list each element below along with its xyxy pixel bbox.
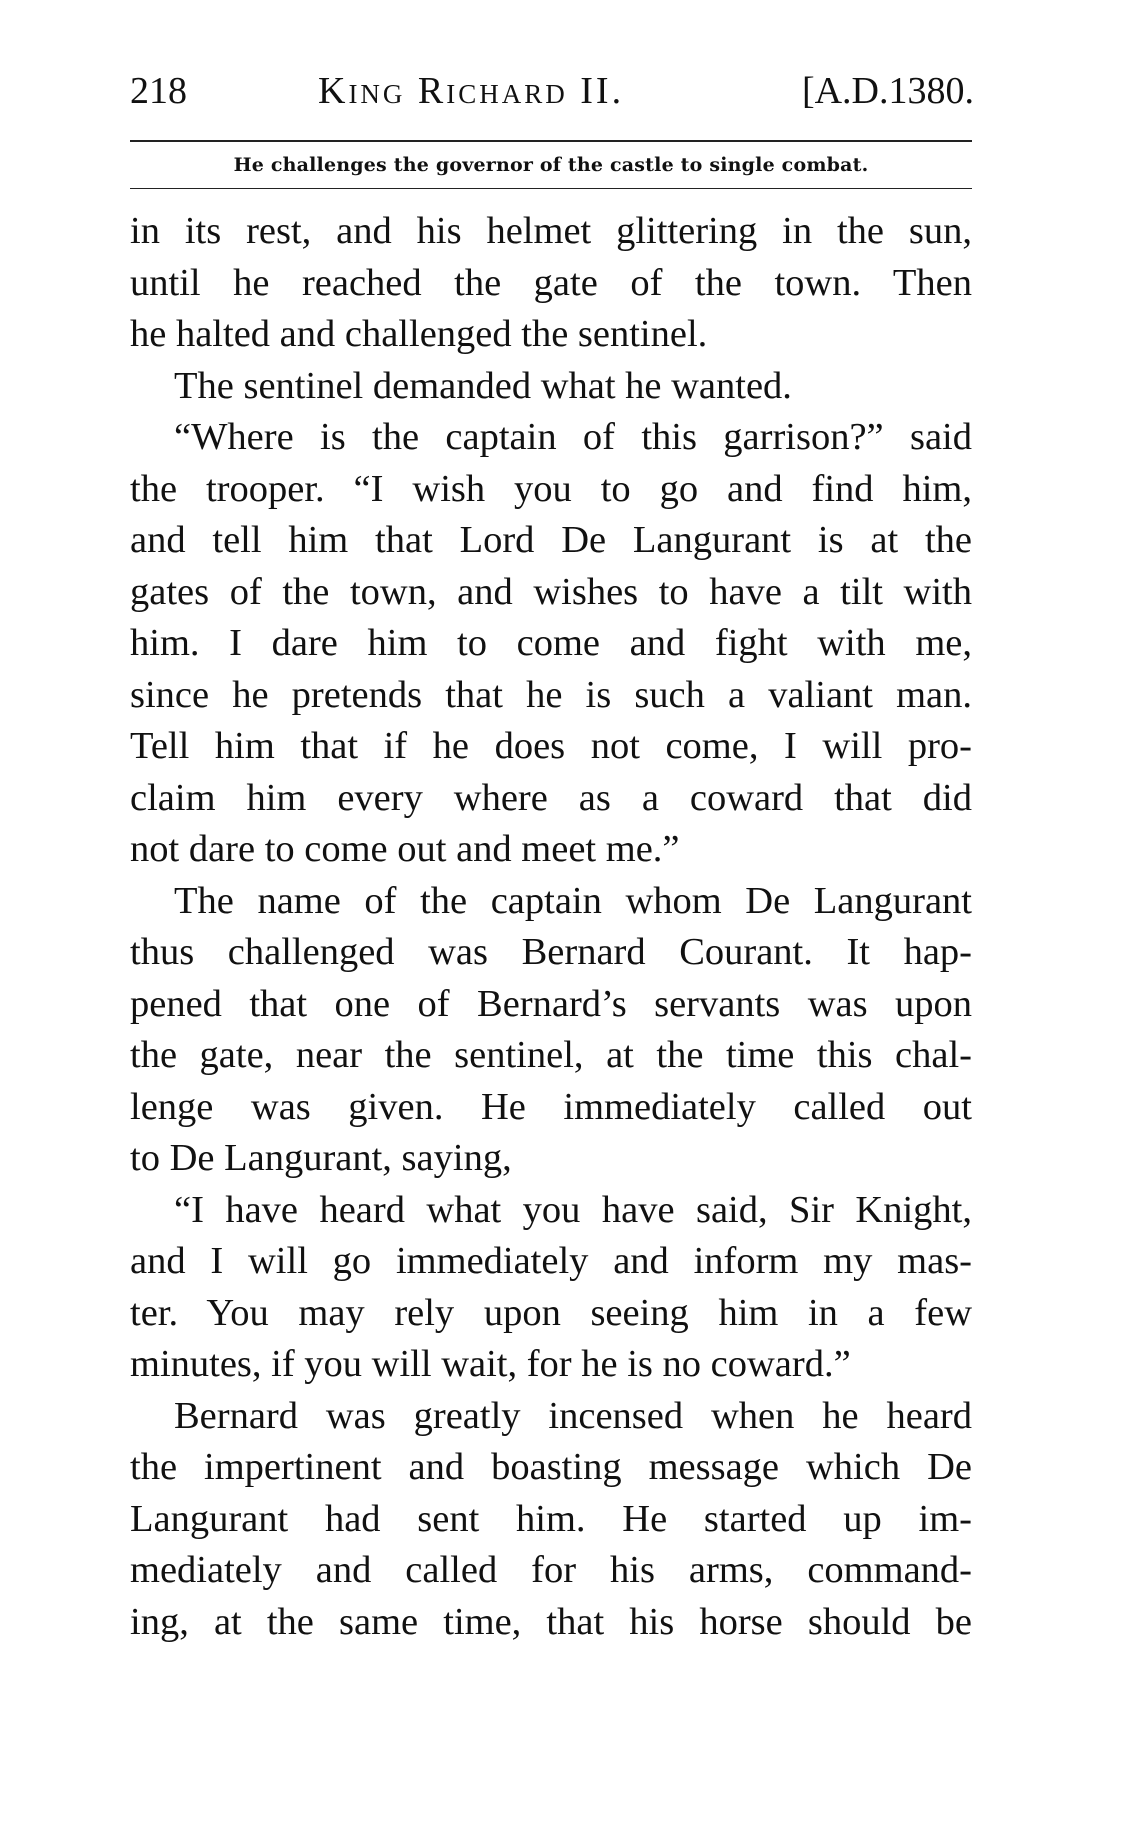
text-line: Tell him that if he does not come, I will pro-: [130, 725, 972, 767]
text-line: “I have heard what you have said, Sir Knight,: [174, 1188, 972, 1231]
text-line: mediately and called for his arms, command-: [130, 1549, 972, 1591]
header-rule-top: [130, 140, 972, 142]
text-line: and tell him that Lord De Langurant is at the: [130, 519, 972, 561]
text-line: pened that one of Bernard’s servants was upon: [130, 982, 972, 1025]
text-line: claim him every where as a coward that did: [130, 776, 972, 819]
header-rule-bottom: [130, 188, 972, 189]
text-line: in its rest, and his helmet glittering in the sun,: [130, 210, 972, 252]
chapter-summary: He challenges the governor of the castle to single combat.: [233, 154, 869, 176]
text-line: ter. You may rely upon seeing him in a few: [130, 1291, 972, 1334]
text-line: the trooper. “I wish you to go and find him,: [130, 467, 972, 510]
text-line: to De Langurant, saying,: [130, 1137, 512, 1179]
text-line: he halted and challenged the sentinel.: [130, 313, 708, 355]
running-head: [130, 66, 974, 116]
text-line: until he reached the gate of the town. Then: [130, 261, 972, 304]
text-line: gates of the town, and wishes to have a tilt with: [130, 570, 972, 613]
text-line: him. I dare him to come and fight with me,: [130, 622, 972, 664]
text-line: The name of the captain whom De Langurant: [174, 879, 972, 922]
text-line: “Where is the captain of this garrison?” said: [174, 416, 972, 458]
body-text: [130, 206, 972, 1648]
text-line: since he pretends that he is such a valiant man.: [130, 673, 972, 716]
text-line: thus challenged was Bernard Courant. It hap-: [130, 931, 972, 973]
text-line: not dare to come out and meet me.”: [130, 828, 680, 870]
text-line: lenge was given. He immediately called out: [130, 1085, 972, 1128]
text-line: The sentinel demanded what he wanted.: [174, 364, 792, 407]
text-line: and I will go immediately and inform my mas-: [130, 1240, 972, 1282]
book-title: King Richard II.: [318, 70, 625, 112]
date-reference: [A.D.1380.: [801, 70, 974, 112]
text-line: the impertinent and boasting message which De: [130, 1446, 972, 1488]
text-line: Langurant had sent him. He started up im-: [130, 1497, 972, 1540]
text-line: ing, at the same time, that his horse should be: [130, 1600, 972, 1643]
text-line: minutes, if you will wait, for he is no coward.”: [130, 1343, 851, 1385]
page-number: 218: [130, 70, 187, 112]
text-line: the gate, near the sentinel, at the time this chal-: [130, 1034, 972, 1076]
text-line: Bernard was greatly incensed when he heard: [174, 1394, 972, 1437]
